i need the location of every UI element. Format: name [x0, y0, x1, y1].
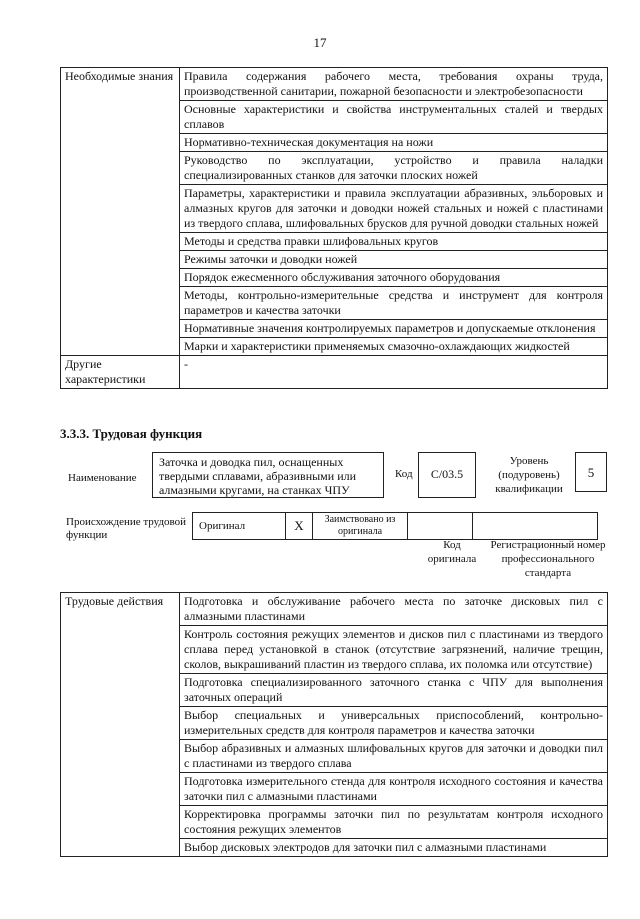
function-code: С/03.5: [418, 452, 476, 498]
other-label: Другие характеристики: [61, 356, 180, 389]
action-item: Контроль состояния режущих элементов и дисков пил с пластинами из твердого сплава перед установкой в станок (отсутствие загрязнений, наличие трещин, сколов, выкрашиваний пластин из твердого сплава, их поломка или отсутствие): [180, 626, 608, 674]
table-row: [193, 513, 598, 540]
code-original-caption: Код оригинала: [427, 539, 477, 565]
knowledge-item: Методы и средства правки шлифовальных кругов: [180, 233, 608, 251]
action-item: Выбор абразивных и алмазных шлифовальных кругов для заточки и доводки пил с пластинами из твердого сплава: [180, 740, 608, 773]
action-item: Выбор специальных и универсальных приспособлений, контрольно-измерительных средств для контроля параметров и качества заточки: [180, 707, 608, 740]
action-item: Подготовка специализированного заточного станка с ЧПУ для выполнения заточных операций: [180, 674, 608, 707]
knowledge-label: Необходимые знания: [61, 68, 180, 356]
action-item: Подготовка и обслуживание рабочего места по заточке дисковых пил с алмазными пластинами: [180, 593, 608, 626]
code-label: Код: [395, 468, 413, 480]
knowledge-item: Нормативно-техническая документация на ножи: [180, 134, 608, 152]
knowledge-table: [60, 67, 608, 389]
registration-cell: [473, 513, 598, 540]
function-name: Заточка и доводка пил, оснащенных твердыми сплавами, абразивными или алмазными кругами, на станках ЧПУ: [152, 452, 384, 498]
knowledge-item: Правила содержания рабочего места, требования охраны труда, производственной санитарии, пожарной безопасности и электробезопасности: [180, 68, 608, 101]
action-item: Подготовка измерительного стенда для контроля исходного состояния и качества заточки пил с алмазными пластинами: [180, 773, 608, 806]
knowledge-item: Нормативные значения контролируемых параметров и допускаемые отклонения: [180, 320, 608, 338]
knowledge-item: Режимы заточки и доводки ножей: [180, 251, 608, 269]
knowledge-item: Порядок ежесменного обслуживания заточного оборудования: [180, 269, 608, 287]
origin-label: Происхождение трудовой функции: [66, 516, 187, 541]
original-mark: X: [286, 513, 313, 540]
actions-label: Трудовые действия: [61, 593, 180, 857]
knowledge-item: Параметры, характеристики и правила эксплуатации абразивных, эльборовых и алмазных кругов для заточки и доводки ножей стальных и ножей с пластинами из твердого сплава, шлифовальных брусков для ручной доводки стальных ножей: [180, 185, 608, 233]
page-number: 17: [313, 35, 327, 50]
name-label: Наименование: [68, 472, 137, 484]
knowledge-item: Методы, контрольно-измерительные средства и инструмент для контроля параметров и качества заточки: [180, 287, 608, 320]
knowledge-item: Руководство по эксплуатации, устройство и правила наладки специализированных станков для заточки плоских ножей: [180, 152, 608, 185]
actions-table: [60, 592, 608, 857]
other-value: -: [180, 356, 608, 389]
knowledge-item: Основные характеристики и свойства инструментальных сталей и твердых сплавов: [180, 101, 608, 134]
registration-caption: Регистрационный номер профессионального стандарта: [490, 539, 606, 579]
borrowed-code-cell: [408, 513, 473, 540]
table-row: [61, 356, 608, 389]
action-item: Выбор дисковых электродов для заточки пил с алмазными пластинами: [180, 839, 608, 857]
borrowed-label: Заимствовано из оригинала: [313, 513, 408, 540]
knowledge-item: Марки и характеристики применяемых смазочно-охлаждающих жидкостей: [180, 338, 608, 356]
level-value: 5: [575, 452, 607, 492]
table-row: [61, 593, 608, 626]
origin-table: [192, 512, 598, 540]
level-label: Уровень (подуровень) квалификации: [495, 455, 563, 495]
action-item: Корректировка программы заточки пил по результатам контроля исходного состояния режущих элементов: [180, 806, 608, 839]
section-title: 3.3.3. Трудовая функция: [60, 426, 203, 441]
original-label: Оригинал: [193, 513, 286, 540]
table-row: [61, 68, 608, 101]
